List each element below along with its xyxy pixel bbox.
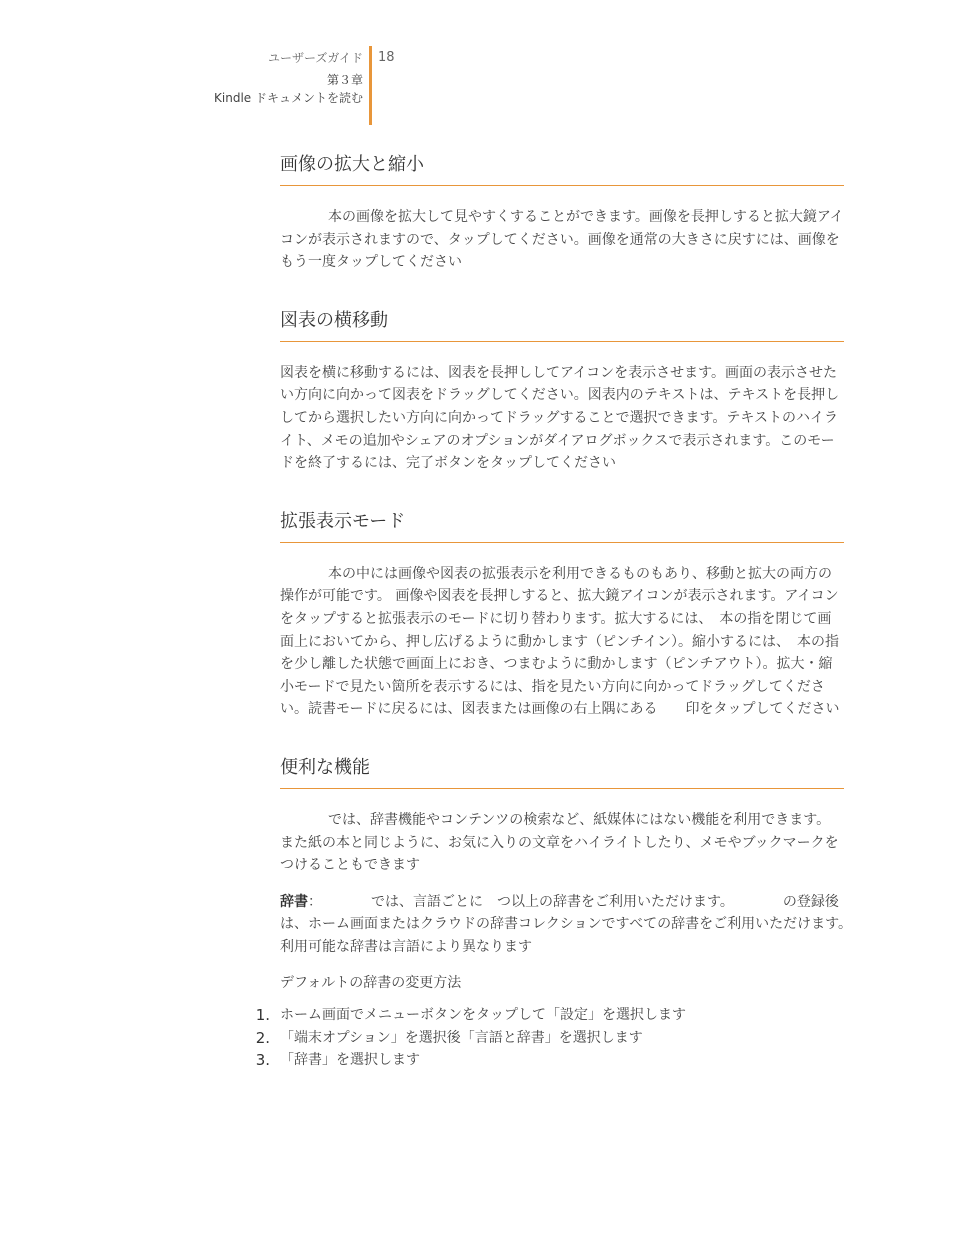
list-item: [255, 1027, 844, 1050]
step-number: 2.: [255, 1028, 270, 1047]
step-text: 「辞書」を選択します: [280, 1052, 420, 1069]
guide-label: ユーザーズガイド: [267, 51, 363, 65]
section-body: 本の中には画像や図表の拡張表示を利用できるものもあり、移動と拡大の両方の操作が可能です。 画像や図表を長押しすると、拡大鏡アイコンが表示されます。アイコンをタップすると拡張表示のモードに切り替わります。拡大するには、 本の指を閉じて画面上においてから、押し広げるように動かします（ピンチイン）。縮小するには、 本の指を少し離した状態で画面上におき、つまむように動かします（ピンチアウト）。拡大・縮小モードで見たい箇所を表示するには、指を見たい方向に向かってドラッグしてください。読書モードに戻るには、図表または画像の右上隅にある 印をタップしてください: [280, 565, 840, 718]
header-left: [200, 46, 363, 107]
section-enhanced-view: [280, 507, 844, 721]
section-pan: [280, 306, 844, 475]
header-divider: [369, 46, 372, 125]
dictionary-body: ： では、言語ごとに つ以上の辞書をご利用いただけます。 の登録後は、ホーム画面またはクラウドの辞書コレクションですべての辞書をご利用いただけます。利用可能な辞書は言語により異なります: [280, 893, 853, 955]
step-text: 「端末オプション」を選択後「言語と辞書」を選択します: [280, 1029, 643, 1046]
list-item: [255, 1049, 844, 1072]
section-title: 画像の拡大と縮小: [280, 150, 844, 186]
step-text: ホーム画面でメニューボタンをタップして「設定」を選択します: [280, 1007, 686, 1024]
dictionary-paragraph: [280, 891, 858, 959]
section-zoom: [280, 150, 844, 274]
page-number: 18: [378, 50, 395, 65]
section-title: 便利な機能: [280, 753, 844, 789]
step-number: 3.: [255, 1051, 270, 1070]
section-features: [255, 753, 853, 1072]
howto-title: デフォルトの辞書の変更方法: [280, 975, 462, 992]
section-title: 拡張表示モード: [280, 507, 844, 543]
steps-list: [255, 1004, 844, 1072]
dictionary-term: 辞書: [280, 893, 308, 910]
section-body: では、辞書機能やコンテンツの検索など、紙媒体にはない機能を利用できます。また紙の本と同じように、お気に入りの文章をハイライトしたり、メモやブックマークをつけることもできます: [280, 811, 839, 874]
page-header: [200, 46, 450, 126]
section-title: 図表の横移動: [280, 306, 844, 342]
list-item: [255, 1004, 844, 1027]
chapter-title: Kindle ドキュメントを読む: [214, 91, 363, 105]
section-body: 本の画像を拡大して見やすくすることができます。画像を長押しすると拡大鏡アイコンが表示されますので、タップしてください。画像を通常の大きさに戻すには、画像をもう一度タップしてください: [280, 209, 844, 271]
step-number: 1.: [255, 1006, 270, 1025]
chapter-number: 第３章: [326, 73, 363, 87]
main-content: [255, 150, 853, 1072]
section-body: 図表を横に移動するには、図表を長押ししてアイコンを表示させます。画面の表示させたい方向に向かって図表をドラッグしてください。図表内のテキストは、テキストを長押ししてから選択したい方向に向かってドラッグすることで選択できます。テキストのハイライト、メモの追加やシェアのオプションがダイアログボックスで表示されます。このモードを終了するには、完了ボタンをタップしてください: [280, 364, 840, 472]
